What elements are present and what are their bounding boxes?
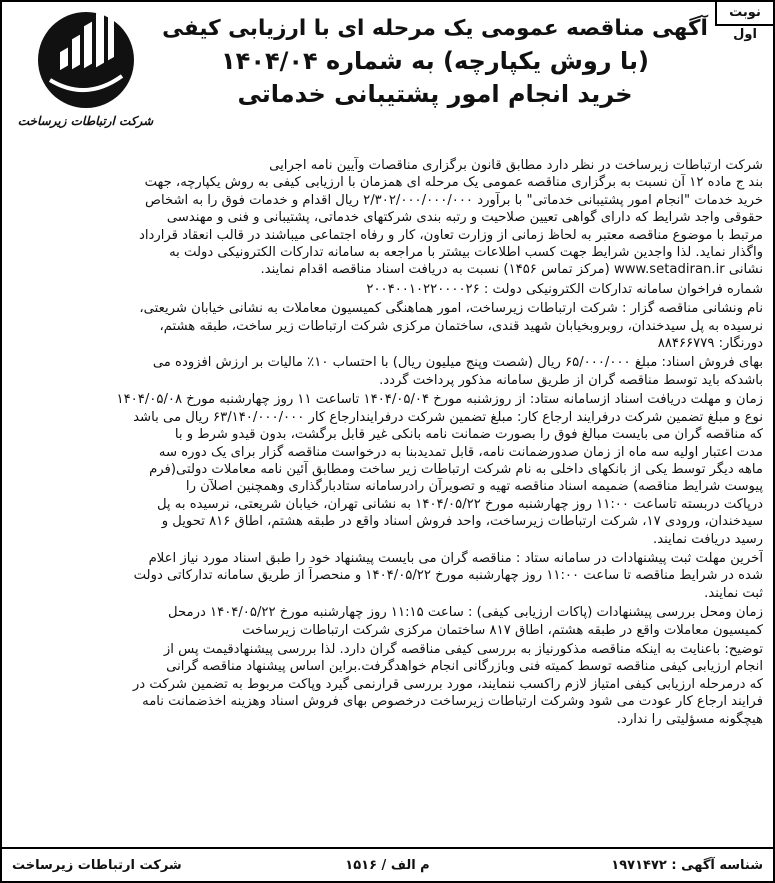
notice-paragraph: [12, 354, 763, 389]
paragraph-line: شماره فراخوان سامانه تدارکات الکترونیکی دولت : ۲۰۰۴۰۰۱۰۲۲۰۰۰۰۲۶: [366, 281, 763, 297]
paragraph-line: درپاکت دربسته تاساعت ۱۱:۰۰ روز چهارشنبه مورخ ۱۴۰۴/۰۵/۲۲ به نشانی تهران، خیابان شریعتی، نرسیده به پل: [156, 496, 763, 512]
paragraph-line: بند ج ماده ۱۲ آن نسبت به برگزاری مناقصه عمومی یک مرحله ای همزمان با ارزیابی کیفی به روش یکپارچه، جهت: [144, 175, 763, 191]
paragraph-line: واگذار نماید. لذا واجدین شرایط جهت کسب اطلاعات بیشتر با مراجعه به سامانه تدارکات الکترونیکی دولت به: [169, 245, 763, 261]
paragraph-line: زمان ومحل بررسی پیشنهادات (پاکات ارزیابی کیفی) : ساعت ۱۱:۱۵ روز چهارشنبه مورخ ۱۴۰۴/۰۵/۲۲ درمحل: [168, 605, 763, 621]
notice-paragraph: [12, 604, 763, 639]
paragraph-line: هیچگونه مسؤلیتی را ندارد.: [616, 711, 763, 727]
notice-paragraph: [12, 157, 763, 279]
notice-paragraph: [12, 281, 763, 298]
footer-company: شرکت ارتباطات زیرساخت: [12, 857, 182, 873]
title-line-1: آگهی مناقصه عمومی یک مرحله ای با ارزیابی کیفی: [162, 16, 708, 41]
paragraph-line: خرید خدمات "انجام امور پشتیبانی خدماتی" با برآورد ۲/۳۰۲/۰۰۰/۰۰۰/۰۰۰ ریال اقدام و خدمات فوق را به اشخاص: [145, 192, 763, 208]
paragraph-line: مرتبط با موضوع مناقصه معتبر به لحاظ زمانی از وزارت تعاون، کار و رفاه اجتماعی میباشند در قالب انعقاد قرارداد: [138, 227, 763, 243]
paragraph-line: باشدکه باید توسط مناقصه گران از طریق سامانه مذکور پرداخت گردد.: [379, 372, 763, 388]
paragraph-line: زمان و مهلت دریافت اسناد ازسامانه ستاد: از روزشنبه مورخ ۱۴۰۴/۰۵/۰۴ تاساعت ۱۱ روز چهارشنبه مورخ ۱۴۰۴/۰۵/۰۸: [116, 392, 763, 408]
paragraph-line: که درمرحله ارزیابی کیفی امتیاز لازم راکسب ننمایند، مورد بررسی قرارنمی گیرد وپاکت مربوط به تضمین شرکت در: [132, 676, 763, 692]
paragraph-line: نام ونشانی مناقصه گزار : شرکت ارتباطات زیرساخت، امور هماهنگی کمیسیون معاملات به نشانی خیابان شریعتی،: [139, 301, 763, 317]
paragraph-line: بهای فروش اسناد: مبلغ ۶۵/۰۰۰/۰۰۰ ریال (شصت وپنج میلیون ریال) با احتساب ۱۰٪ مالیات بر ارزش افزوده می: [152, 355, 763, 371]
title-line-3: خرید انجام امور پشتیبانی خدماتی: [237, 80, 633, 108]
paragraph-line: دورنگار: ۸۸۴۶۶۷۷۹: [657, 336, 763, 352]
notice-paragraph: [12, 300, 763, 352]
company-logo-icon: [36, 10, 136, 110]
paragraph-line: پیوست شرایط مناقصه) ضمیمه اسناد مناقصه تهیه و تصویرآن رادرسامانه ستادبارگذاری وهمچنین اصلآن را: [185, 479, 763, 495]
paragraph-line: ماهه دیگر توسط یکی از بانکهای داخلی به نام شرکت ارتباطات زیر ساخت ومطابق آئین نامه معاملات دولتی(فرم: [149, 461, 763, 477]
paragraph-line: مدت اعتبار اولیه سه ماه از زمان صدورضمانت نامه، قابل تمدیدبنا به درخواست مناقصه گزار برای یک دوره سه: [158, 444, 763, 460]
company-logo: [18, 10, 153, 150]
paragraph-line: کمیسیون معاملات واقع در طبقه هشتم، اطاق ۸۱۷ ساختمان مرکزی شرکت ارتباطات زیرساخت: [242, 622, 763, 638]
notice-paragraph: [12, 641, 763, 728]
paragraph-line: نشانی www.setadiran.ir (مرکز تماس ۱۴۵۶) نسبت به دریافت اسناد مناقصه اقدام نمایند.: [260, 262, 763, 278]
notice-code: م الف / ۱۵۱۶: [345, 857, 430, 873]
paragraph-line: توضیح: باعنایت به اینکه مناقصه مذکورنیاز به بررسی کیفی مناقصه گران دارد. لذا بررسی پیشنهادقیمت پس از: [163, 641, 763, 657]
notice-id: شناسه آگهی : ۱۹۷۱۴۷۲: [611, 857, 763, 873]
paragraph-line: حقوقی واجد شرایط که دارای گواهی تعیین صلاحیت و رتبه بندی شرکتهای خدماتی، پشتیبانی و فنی و مهندسی: [166, 210, 763, 226]
paragraph-line: شده در شرایط مناقصه تا ساعت ۱۱:۰۰ روز چهارشنبه مورخ ۱۴۰۴/۰۵/۲۲ و منحصراً از طریق سامانه تدارکاتی دولت: [133, 568, 763, 584]
logo-caption: شرکت ارتباطات زیرساخت: [17, 114, 154, 128]
paragraph-line: انجام ارزیابی کیفی مناقصه توسط کمیته فنی وبازرگانی انجام خواهدگرفت.براین اساس پیشنهاد مناقصه گرانی: [166, 659, 763, 675]
paragraph-line: آخرین مهلت ثبت پیشنهادات در سامانه ستاد : مناقصه گران می بایست پیشنهاد خود را طبق اسناد مورد نیاز اعلام: [148, 550, 763, 566]
paragraph-line: شرکت ارتباطات زیرساخت در نظر دارد مطابق قانون برگزاری مناقصات وآیین نامه اجرایی: [269, 158, 763, 173]
notice-paragraph: [12, 550, 763, 602]
title-line-2: (با روش یکپارچه) به شماره ۱۴۰۴/۰۴: [221, 47, 649, 75]
paragraph-line: سیدخندان، ورودی ۱۷، شرکت ارتباطات زیرساخت، واحد فروش اسناد واقع در طبقه هشتم، اطاق ۸۱۶ تحویل و: [161, 514, 763, 530]
notice-titles: [157, 12, 713, 111]
paragraph-line: رسید دریافت نمایند.: [653, 531, 763, 547]
paragraph-line: نوع و مبلغ تضمین شرکت درفرایند ارجاع کار: مبلغ تضمین شرکت درفرایندارجاع کار ۶۳/۱۴۰/۰۰۰/۰۰۰ ریال می باشد: [133, 409, 763, 425]
paragraph-line: ثبت نمایند.: [704, 585, 763, 601]
notice-header: [2, 2, 773, 152]
notice-paragraph: [12, 391, 763, 548]
paragraph-line: که مناقصه گران می بایست مبالغ فوق را بصورت ضمانت نامه بانکی غیر قابل برگشت، بدون قیدو شرط و با: [174, 427, 763, 443]
paragraph-line: نرسیده به پل سیدخندان، روبروبخیابان شهید قندی، ساختمان مرکزی شرکت ارتباطات زیر ساخت، طبقه هشتم،: [159, 318, 763, 334]
edition-badge: نوبت اول: [715, 2, 773, 26]
notice-footer: [2, 847, 773, 881]
notice-body: [12, 157, 763, 730]
paragraph-line: فرایند ارجاع کار عودت می شود وشرکت ارتباطات زیرساخت درخصوص بهای فروش اسناد وهزینه اخذضمانت نامه: [142, 694, 763, 710]
